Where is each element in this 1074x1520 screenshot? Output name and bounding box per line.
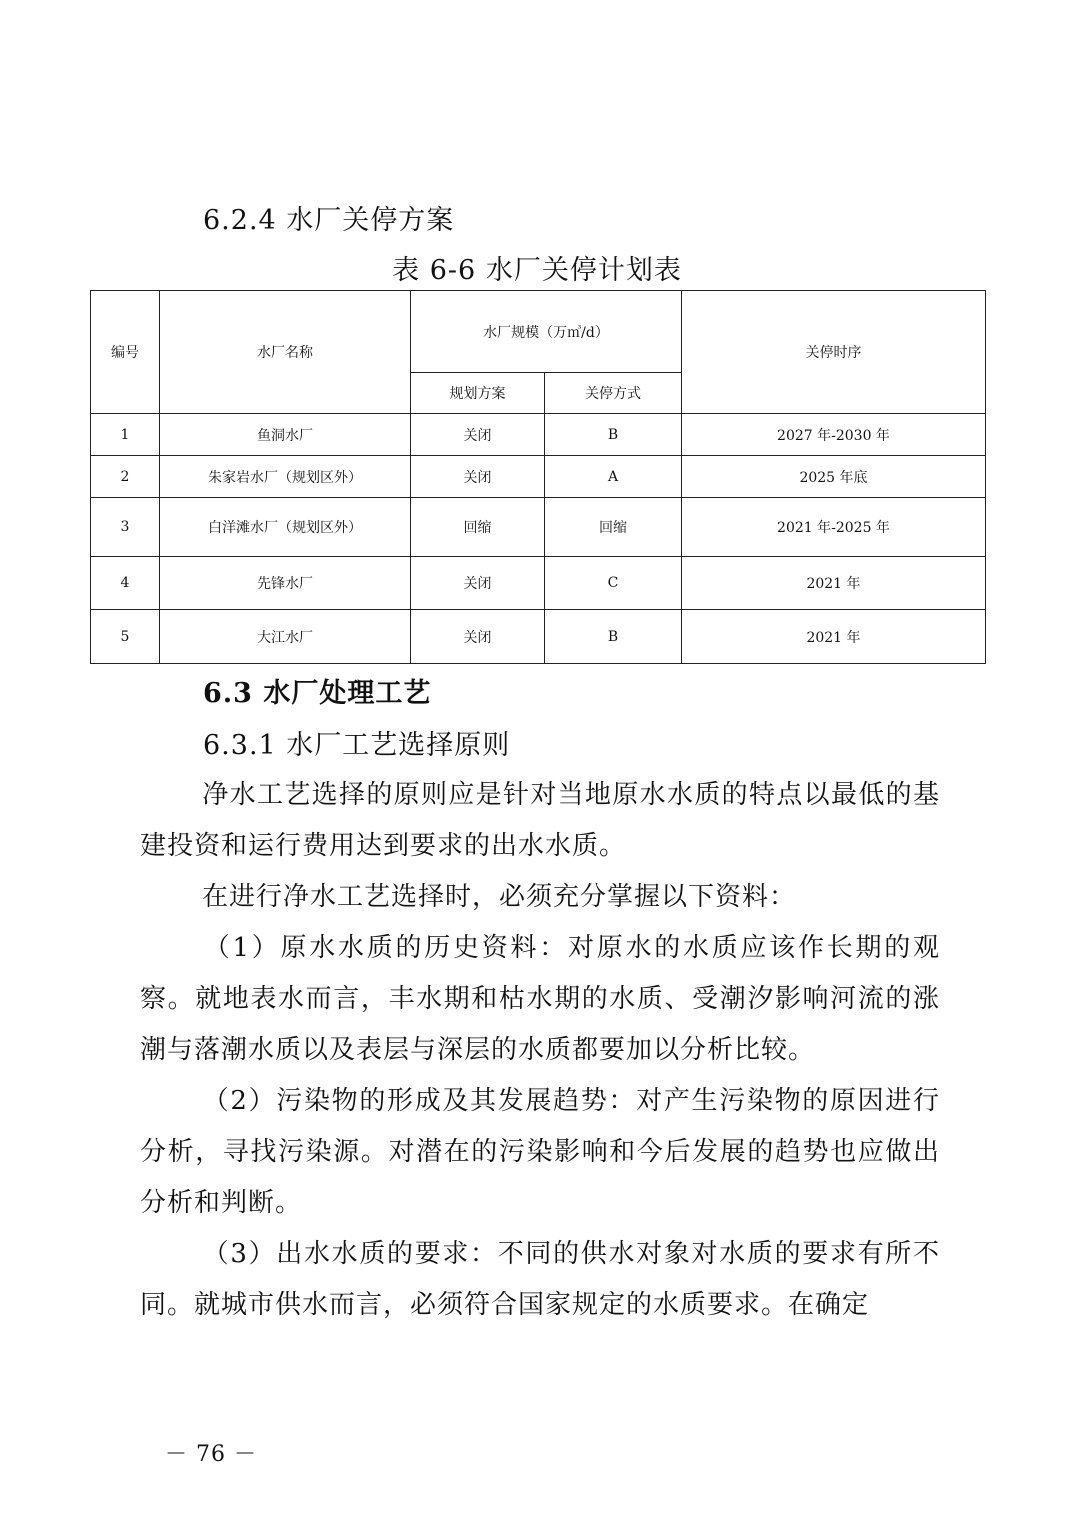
paragraph-text: （1）原水水质的历史资料：对原水的水质应该作长期的观察。就地表水而言，丰水期和枯水期的水质、受潮汐影响河流的涨潮与落潮水质以及表层与深层的水质都要加以分析比较。 (140, 933, 940, 1065)
section-heading-6-2-4: 6.2.4 水厂关停方案 (203, 205, 455, 236)
table-caption: 表 6-6 水厂关停计划表 (392, 255, 682, 286)
cell-method: B (545, 610, 682, 664)
cell-plan: 回缩 (411, 498, 545, 557)
cell-method: C (545, 557, 682, 610)
paragraph-materials-intro (140, 872, 940, 923)
table-row (91, 498, 986, 557)
cell-plan: 关闭 (411, 414, 545, 456)
header-timing: 关停时序 (682, 291, 986, 414)
cell-number: 3 (91, 498, 160, 557)
cell-timing: 2027 年-2030 年 (682, 414, 986, 456)
section-heading-6-3: 6.3 水厂处理工艺 (203, 678, 432, 709)
cell-timing: 2021 年-2025 年 (682, 498, 986, 557)
paragraph-text: （3）出水水质的要求：不同的供水对象对水质的要求有所不同。就城市供水而言，必须符合国家规定的水质要求。在确定 (140, 1239, 940, 1320)
table-header-row (91, 291, 986, 373)
cell-plan: 关闭 (411, 456, 545, 498)
header-scale: 水厂规模（万㎥/d） (411, 291, 682, 373)
header-number: 编号 (91, 291, 160, 414)
header-plan: 规划方案 (411, 373, 545, 414)
cell-name: 白洋滩水厂（规划区外） (160, 498, 411, 557)
paragraph-principle (140, 770, 940, 872)
paragraph-text: 净水工艺选择的原则应是针对当地原水水质的特点以最低的基建投资和运行费用达到要求的出水水质。 (140, 780, 940, 861)
cell-timing: 2021 年 (682, 557, 986, 610)
cell-number: 5 (91, 610, 160, 664)
header-method: 关停方式 (545, 373, 682, 414)
cell-plan: 关闭 (411, 610, 545, 664)
cell-number: 2 (91, 456, 160, 498)
cell-number: 1 (91, 414, 160, 456)
cell-method: A (545, 456, 682, 498)
cell-name: 鱼洞水厂 (160, 414, 411, 456)
table-row (91, 414, 986, 456)
plant-closure-table (90, 290, 986, 664)
cell-name: 大江水厂 (160, 610, 411, 664)
paragraph-item-2 (140, 1076, 940, 1229)
paragraph-text: （2）污染物的形成及其发展趋势：对产生污染物的原因进行分析，寻找污染源。对潜在的污染影响和今后发展的趋势也应做出分析和判断。 (140, 1086, 940, 1218)
cell-name: 朱家岩水厂（规划区外） (160, 456, 411, 498)
cell-timing: 2021 年 (682, 610, 986, 664)
paragraph-item-3 (140, 1229, 940, 1331)
table-row (91, 610, 986, 664)
page-number: － 76 － (165, 1442, 257, 1467)
cell-method: B (545, 414, 682, 456)
section-heading-6-3-1: 6.3.1 水厂工艺选择原则 (203, 730, 511, 761)
paragraph-item-1 (140, 923, 940, 1076)
cell-number: 4 (91, 557, 160, 610)
cell-plan: 关闭 (411, 557, 545, 610)
cell-method: 回缩 (545, 498, 682, 557)
table-row (91, 456, 986, 498)
table-row (91, 557, 986, 610)
paragraph-text: 在进行净水工艺选择时，必须充分掌握以下资料： (202, 882, 797, 912)
cell-timing: 2025 年底 (682, 456, 986, 498)
cell-name: 先锋水厂 (160, 557, 411, 610)
header-name: 水厂名称 (160, 291, 411, 414)
